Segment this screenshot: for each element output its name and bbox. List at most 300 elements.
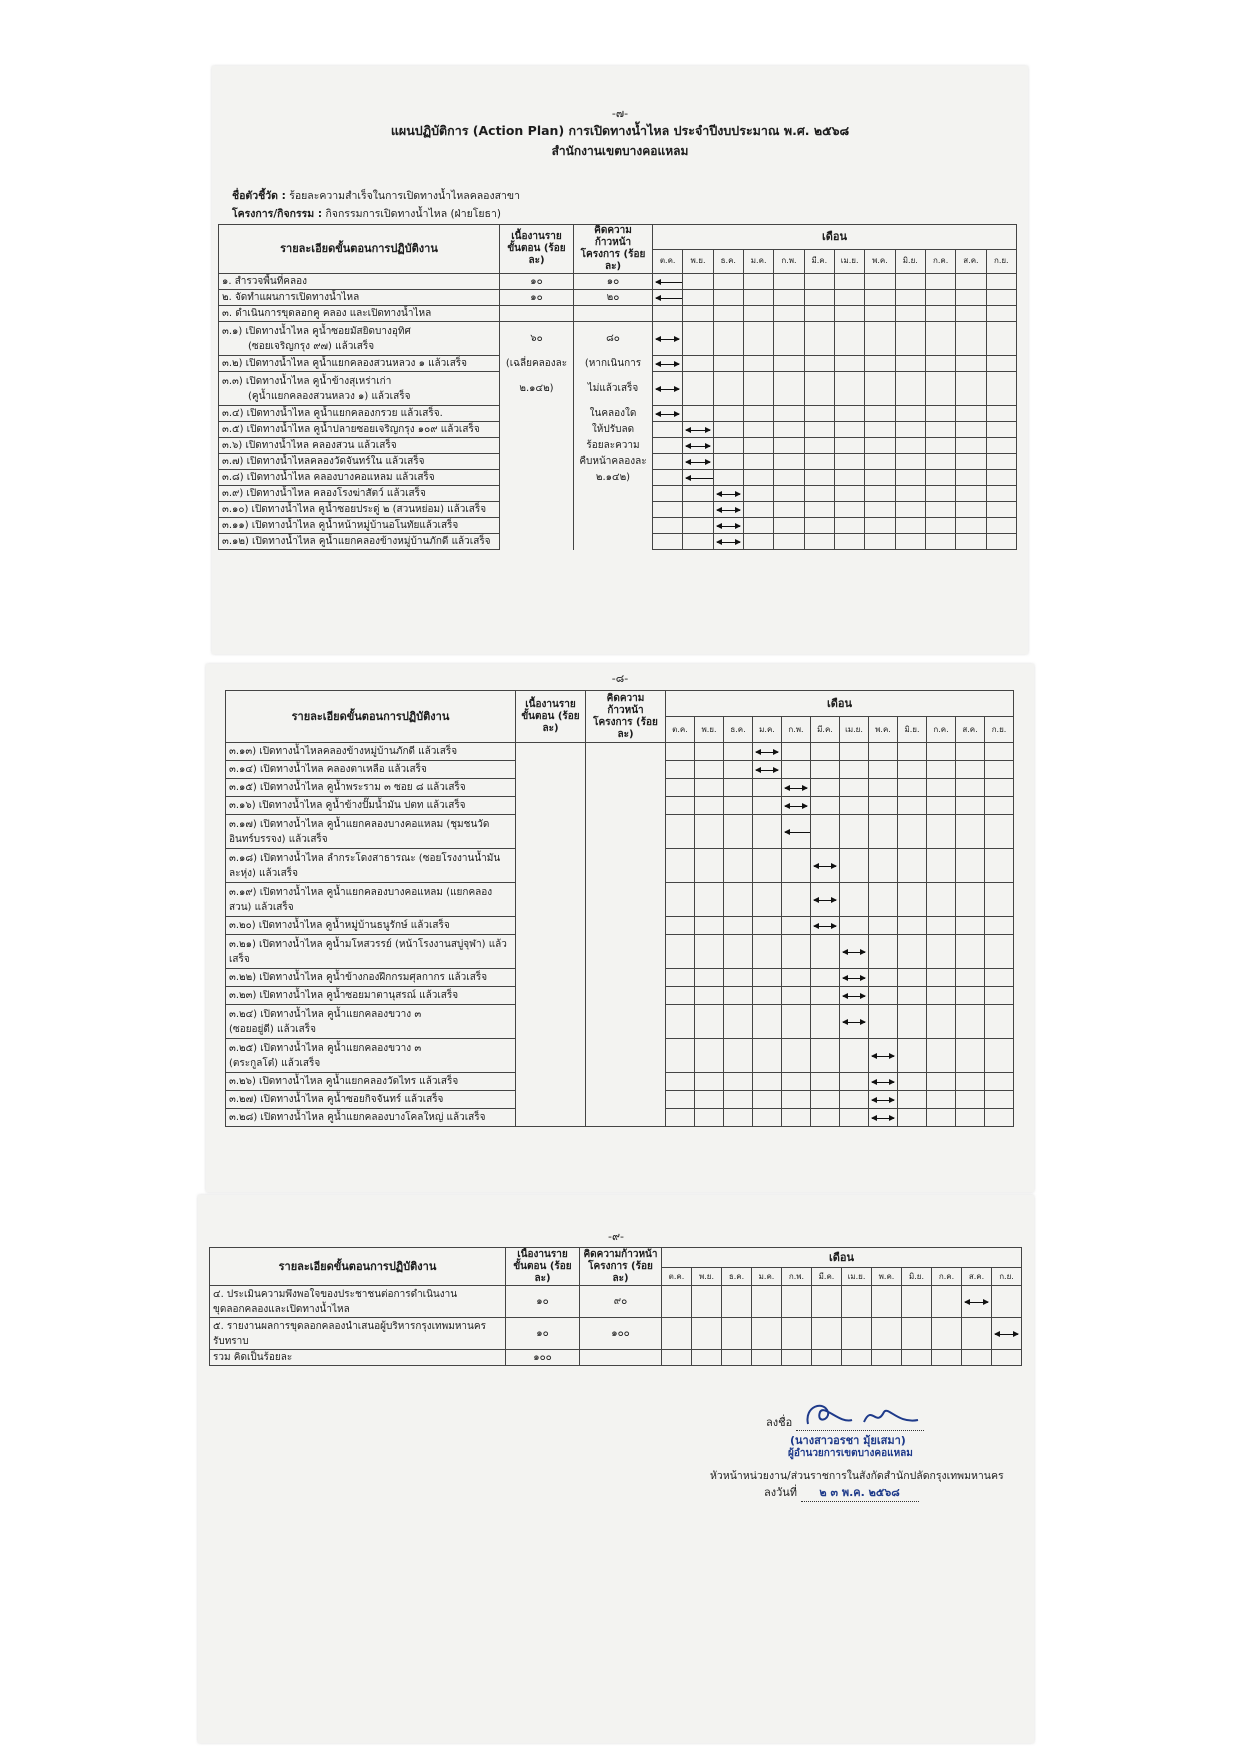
- month-header: พ.ค.: [865, 249, 895, 274]
- step-detail: [226, 935, 516, 969]
- month-cell: [683, 372, 713, 406]
- month-cell: [683, 518, 713, 534]
- header-target: เนื้องานราย ขั้นตอน (ร้อยละ): [516, 691, 586, 743]
- month-cell: [869, 987, 898, 1005]
- page-number: -๙-: [608, 1230, 624, 1243]
- month-cell: [662, 1318, 692, 1350]
- schedule-arrow: [656, 364, 679, 365]
- schedule-arrow: [656, 282, 683, 283]
- month-cell: [653, 406, 683, 422]
- month-cell: [752, 1350, 782, 1366]
- month-cell: [927, 917, 956, 935]
- step-target: [500, 502, 574, 518]
- month-cell: [992, 1286, 1022, 1318]
- month-cell: [834, 470, 864, 486]
- month-cell: [902, 1286, 932, 1318]
- step-detail-line: ๓.๕) เปิดทางน้ำไหล คูน้ำปลายซอยเจริญกรุง ๑๐๙ แล้วเสร็จ: [222, 424, 480, 435]
- month-cell: [724, 761, 753, 779]
- month-cell: [927, 849, 956, 883]
- month-cell: [782, 935, 811, 969]
- month-cell: [811, 1109, 840, 1127]
- schedule-arrow: [686, 446, 709, 447]
- month-cell: [804, 486, 834, 502]
- page-number: -๗-: [611, 107, 629, 120]
- month-cell: [811, 917, 840, 935]
- month-cell: [895, 422, 925, 438]
- month-cell: [898, 1109, 927, 1127]
- step-progress: ๙๐: [580, 1286, 662, 1318]
- step-target: [500, 518, 574, 534]
- month-cell: [895, 534, 925, 550]
- month-cell: [869, 917, 898, 935]
- month-cell: [869, 1109, 898, 1127]
- step-detail: [219, 290, 500, 306]
- table-row: [219, 306, 1017, 322]
- month-header: ต.ค.: [666, 717, 695, 743]
- month-cell: [724, 849, 753, 883]
- step-progress: ไม่แล้วเสร็จ: [574, 372, 653, 406]
- step-progress: ร้อยละความ: [574, 438, 653, 454]
- step-detail-line: ๓.๑๐) เปิดทางน้ำไหล คูน้ำซอยประดู่ ๒ (สวนหย่อม) แล้วเสร็จ: [222, 504, 487, 515]
- step-target: ๑๐: [506, 1286, 580, 1318]
- month-header: เม.ย.: [842, 1268, 872, 1286]
- month-cell: [898, 779, 927, 797]
- month-cell: [840, 1073, 869, 1091]
- month-cell: [753, 779, 782, 797]
- schedule-arrow: [814, 866, 836, 867]
- step-detail: [219, 502, 500, 518]
- month-cell: [865, 306, 895, 322]
- month-cell: [932, 1318, 962, 1350]
- month-cell: [774, 306, 804, 322]
- month-cell: [898, 815, 927, 849]
- schedule-arrow: [872, 1082, 894, 1083]
- month-cell: [692, 1286, 722, 1318]
- month-cell: [713, 306, 743, 322]
- step-detail: [226, 1005, 516, 1039]
- step-detail: [226, 987, 516, 1005]
- step-target: [500, 486, 574, 502]
- month-cell: [985, 883, 1014, 917]
- month-cell: [985, 987, 1014, 1005]
- month-cell: [695, 969, 724, 987]
- project-value: กิจกรรมการเปิดทางน้ำไหล (ฝ่ายโยธา): [325, 208, 501, 220]
- month-cell: [743, 502, 773, 518]
- month-cell: [992, 1350, 1022, 1366]
- month-cell: [872, 1286, 902, 1318]
- month-cell: [927, 797, 956, 815]
- step-detail: [210, 1286, 506, 1318]
- month-cell: [895, 290, 925, 306]
- month-cell: [927, 1073, 956, 1091]
- month-cell: [713, 534, 743, 550]
- table-row: [219, 438, 1017, 454]
- month-cell: [985, 761, 1014, 779]
- month-cell: [985, 743, 1014, 761]
- month-cell: [985, 969, 1014, 987]
- month-header: พ.ค.: [872, 1268, 902, 1286]
- month-cell: [956, 438, 986, 454]
- month-cell: [774, 356, 804, 372]
- month-cell: [743, 518, 773, 534]
- month-cell: [743, 422, 773, 438]
- month-cell: [743, 438, 773, 454]
- page-title: แผนปฏิบัติการ (Action Plan) การเปิดทางน้ำไหล ประจำปีงบประมาณ พ.ศ. ๒๕๖๘: [390, 123, 850, 138]
- indicator-label: ชื่อตัวชี้วัด :: [232, 190, 286, 202]
- header-target: เนื้องานราย ขั้นตอน (ร้อยละ): [500, 225, 574, 274]
- month-cell: [811, 987, 840, 1005]
- month-cell: [695, 987, 724, 1005]
- month-cell: [834, 356, 864, 372]
- month-cell: [985, 797, 1014, 815]
- month-cell: [662, 1350, 692, 1366]
- month-cell: [683, 290, 713, 306]
- month-header: มี.ค.: [811, 717, 840, 743]
- month-cell: [986, 438, 1016, 454]
- month-cell: [713, 454, 743, 470]
- month-cell: [927, 883, 956, 917]
- month-cell: [986, 274, 1016, 290]
- month-cell: [752, 1318, 782, 1350]
- month-cell: [753, 815, 782, 849]
- table-row: [226, 743, 1014, 761]
- month-cell: [840, 883, 869, 917]
- month-cell: [865, 406, 895, 422]
- step-detail-line: ๓.๑๓) เปิดทางน้ำไหลคลองข้างหมู่บ้านภักดี แล้วเสร็จ: [229, 746, 458, 757]
- month-cell: [985, 815, 1014, 849]
- month-cell: [956, 761, 985, 779]
- month-cell: [666, 797, 695, 815]
- month-cell: [956, 1109, 985, 1127]
- month-cell: [986, 372, 1016, 406]
- month-cell: [898, 969, 927, 987]
- month-cell: [743, 306, 773, 322]
- step-detail: [226, 1109, 516, 1127]
- month-cell: [925, 502, 955, 518]
- month-cell: [724, 1039, 753, 1073]
- month-cell: [695, 779, 724, 797]
- month-cell: [743, 322, 773, 356]
- month-cell: [753, 849, 782, 883]
- month-cell: [804, 372, 834, 406]
- schedule-arrow: [656, 298, 683, 299]
- month-cell: [753, 1073, 782, 1091]
- month-cell: [895, 470, 925, 486]
- indicator-line: [232, 187, 520, 204]
- header-progress: คิดความก้าวหน้า โครงการ (ร้อยละ): [586, 691, 666, 743]
- month-header: ส.ค.: [962, 1268, 992, 1286]
- month-cell: [653, 438, 683, 454]
- month-cell: [985, 1073, 1014, 1091]
- month-cell: [834, 422, 864, 438]
- month-cell: [956, 1005, 985, 1039]
- month-cell: [811, 849, 840, 883]
- month-cell: [653, 372, 683, 406]
- step-detail: [226, 743, 516, 761]
- month-cell: [804, 422, 834, 438]
- month-cell: [683, 422, 713, 438]
- table-row: [219, 356, 1017, 372]
- month-cell: [834, 372, 864, 406]
- month-cell: [865, 470, 895, 486]
- step-target: ๑๐: [500, 274, 574, 290]
- month-cell: [774, 502, 804, 518]
- month-cell: [753, 935, 782, 969]
- month-cell: [956, 454, 986, 470]
- month-cell: [683, 454, 713, 470]
- month-cell: [985, 1109, 1014, 1127]
- month-cell: [666, 743, 695, 761]
- month-cell: [956, 306, 986, 322]
- step-detail-line-2: อินทร์บรรจง) แล้วเสร็จ: [229, 833, 328, 845]
- month-cell: [713, 406, 743, 422]
- step-progress: ๑๐: [574, 274, 653, 290]
- project-line: [232, 205, 501, 222]
- month-cell: [956, 883, 985, 917]
- table-row: [219, 454, 1017, 470]
- month-cell: [811, 797, 840, 815]
- month-cell: [666, 1073, 695, 1091]
- step-detail-line: ๓.๑๕) เปิดทางน้ำไหล คูน้ำพระราม ๓ ซอย ๘ แล้วเสร็จ: [229, 782, 466, 793]
- month-cell: [986, 518, 1016, 534]
- month-cell: [774, 454, 804, 470]
- month-cell: [985, 935, 1014, 969]
- step-detail-line-2: (ซอยเจริญกรุง ๙๗) แล้วเสร็จ: [248, 340, 375, 352]
- step-detail: [219, 454, 500, 470]
- month-cell: [753, 883, 782, 917]
- month-cell: [722, 1318, 752, 1350]
- month-cell: [840, 797, 869, 815]
- schedule-arrow: [717, 510, 740, 511]
- step-progress: ๑๐๐: [580, 1318, 662, 1350]
- month-cell: [898, 917, 927, 935]
- month-cell: [782, 917, 811, 935]
- schedule-arrow: [843, 952, 865, 953]
- schedule-arrow: [656, 389, 679, 390]
- month-cell: [898, 1073, 927, 1091]
- header-progress: คิดความก้าวหน้า โครงการ (ร้อยละ): [574, 225, 653, 274]
- month-cell: [683, 306, 713, 322]
- month-cell: [927, 1039, 956, 1073]
- month-cell: [865, 438, 895, 454]
- month-cell: [925, 290, 955, 306]
- month-header: ก.พ.: [782, 717, 811, 743]
- step-target: ๑๐: [506, 1318, 580, 1350]
- table-row: [219, 502, 1017, 518]
- month-cell: [902, 1318, 932, 1350]
- signature-scribble: [802, 1398, 922, 1432]
- table-row: [219, 486, 1017, 502]
- month-cell: [774, 470, 804, 486]
- step-detail: [219, 470, 500, 486]
- month-cell: [804, 322, 834, 356]
- month-cell: [956, 849, 985, 883]
- schedule-arrow: [872, 1100, 894, 1101]
- month-cell: [986, 290, 1016, 306]
- step-detail: [226, 883, 516, 917]
- step-detail: [210, 1318, 506, 1350]
- step-detail: [226, 815, 516, 849]
- month-cell: [956, 422, 986, 438]
- month-cell: [666, 1005, 695, 1039]
- step-progress: [574, 518, 653, 534]
- month-header: ก.ย.: [992, 1268, 1022, 1286]
- table-row: [219, 534, 1017, 550]
- month-cell: [898, 761, 927, 779]
- month-cell: [927, 1005, 956, 1039]
- month-cell: [925, 454, 955, 470]
- step-detail: [219, 534, 500, 550]
- step-target: [500, 406, 574, 422]
- month-cell: [695, 815, 724, 849]
- month-cell: [834, 290, 864, 306]
- month-cell: [722, 1286, 752, 1318]
- step-detail: [210, 1350, 506, 1366]
- month-cell: [869, 1039, 898, 1073]
- month-cell: [653, 534, 683, 550]
- month-cell: [956, 917, 985, 935]
- month-cell: [956, 1039, 985, 1073]
- month-cell: [782, 743, 811, 761]
- month-cell: [695, 935, 724, 969]
- month-cell: [653, 502, 683, 518]
- page-number: -๘-: [611, 672, 629, 685]
- month-cell: [865, 422, 895, 438]
- month-cell: [695, 1091, 724, 1109]
- month-cell: [925, 486, 955, 502]
- month-cell: [713, 518, 743, 534]
- month-cell: [840, 779, 869, 797]
- month-cell: [774, 518, 804, 534]
- month-cell: [724, 1109, 753, 1127]
- schedule-arrow: [843, 996, 865, 997]
- month-header: ก.ย.: [985, 717, 1014, 743]
- month-cell: [782, 849, 811, 883]
- month-header: ก.ค.: [925, 249, 955, 274]
- month-cell: [895, 406, 925, 422]
- month-cell: [666, 849, 695, 883]
- signer-position: ผู้อำนวยการเขตบางคอแหลม: [788, 1448, 913, 1459]
- month-cell: [865, 518, 895, 534]
- month-cell: [683, 322, 713, 356]
- action-plan-table-1: [218, 224, 1017, 550]
- schedule-arrow: [686, 462, 709, 463]
- month-cell: [869, 797, 898, 815]
- month-cell: [985, 1091, 1014, 1109]
- month-cell: [956, 1091, 985, 1109]
- month-cell: [695, 849, 724, 883]
- month-cell: [985, 779, 1014, 797]
- month-cell: [753, 917, 782, 935]
- step-detail-line: ๓.๒) เปิดทางน้ำไหล คูน้ำแยกคลองสวนหลวง ๑ แล้วเสร็จ: [222, 358, 468, 369]
- month-cell: [986, 534, 1016, 550]
- month-cell: [986, 470, 1016, 486]
- month-cell: [782, 1005, 811, 1039]
- step-detail-line: ๓.๘) เปิดทางน้ำไหล คลองบางคอแหลม แล้วเสร็จ: [222, 472, 435, 483]
- month-cell: [956, 290, 986, 306]
- month-cell: [927, 779, 956, 797]
- month-cell: [869, 815, 898, 849]
- month-cell: [956, 486, 986, 502]
- schedule-arrow: [686, 430, 709, 431]
- step-detail-line: ๓.๖) เปิดทางน้ำไหล คลองสวน แล้วเสร็จ: [222, 440, 397, 451]
- step-detail-line: ๓.๗) เปิดทางน้ำไหลคลองวัดจันทร์ใน แล้วเสร็จ: [222, 456, 425, 467]
- month-cell: [986, 406, 1016, 422]
- month-cell: [927, 815, 956, 849]
- month-cell: [753, 797, 782, 815]
- step-progress: [580, 1350, 662, 1366]
- month-cell: [840, 935, 869, 969]
- indicator-value: ร้อยละความสำเร็จในการเปิดทางน้ำไหลคลองสาขา: [289, 190, 520, 202]
- month-cell: [986, 502, 1016, 518]
- month-cell: [956, 969, 985, 987]
- step-detail-line: ๓.๑๑) เปิดทางน้ำไหล คูน้ำหน้าหมู่บ้านอโนทัยแล้วเสร็จ: [222, 520, 459, 531]
- step-target: [500, 422, 574, 438]
- month-cell: [932, 1286, 962, 1318]
- month-cell: [782, 1039, 811, 1073]
- month-header: เม.ย.: [834, 249, 864, 274]
- step-detail-line: ๔. ประเมินความพึงพอใจของประชาชนต่อการดำเนินงาน: [213, 1288, 458, 1300]
- step-progress: [574, 502, 653, 518]
- month-cell: [840, 917, 869, 935]
- step-detail: [226, 779, 516, 797]
- month-cell: [834, 306, 864, 322]
- month-cell: [956, 534, 986, 550]
- month-cell: [695, 797, 724, 815]
- month-cell: [713, 356, 743, 372]
- month-cell: [956, 518, 986, 534]
- step-target: [500, 470, 574, 486]
- step-detail: [219, 486, 500, 502]
- month-cell: [695, 1073, 724, 1091]
- step-detail-line: ๓.๑๒) เปิดทางน้ำไหล คูน้ำแยกคลองข้างหมู่บ้านภักดี แล้วเสร็จ: [222, 536, 491, 547]
- month-cell: [774, 422, 804, 438]
- step-detail-line: ๓.๓) เปิดทางน้ำไหล คูน้ำข้างสุเหร่าเก่า: [222, 375, 392, 387]
- step-detail: [226, 849, 516, 883]
- step-detail-line: ๓.๑๘) เปิดทางน้ำไหล ลำกระโดงสาธารณะ (ซอยโรงงานน้ำมัน: [229, 852, 501, 864]
- month-cell: [683, 406, 713, 422]
- month-cell: [840, 815, 869, 849]
- month-cell: [925, 518, 955, 534]
- month-cell: [713, 290, 743, 306]
- month-cell: [782, 969, 811, 987]
- step-detail-line-2: (ตระกูลโต๋) แล้วเสร็จ: [229, 1057, 321, 1069]
- month-cell: [927, 987, 956, 1005]
- month-header: ม.ค.: [743, 249, 773, 274]
- step-detail: [226, 1091, 516, 1109]
- month-header: ส.ค.: [956, 249, 986, 274]
- month-cell: [666, 815, 695, 849]
- month-header: ม.ค.: [753, 717, 782, 743]
- table-row: [219, 290, 1017, 306]
- step-detail: [226, 1039, 516, 1073]
- schedule-arrow: [872, 1118, 894, 1119]
- month-cell: [985, 1005, 1014, 1039]
- month-cell: [895, 486, 925, 502]
- month-cell: [695, 1005, 724, 1039]
- schedule-arrow: [717, 494, 740, 495]
- head-line: หัวหน้าหน่วยงาน/ส่วนราชการในสังกัดสำนักปลัดกรุงเทพมหานคร: [710, 1470, 1004, 1482]
- month-cell: [956, 372, 986, 406]
- month-cell: [753, 761, 782, 779]
- month-cell: [895, 502, 925, 518]
- month-cell: [895, 518, 925, 534]
- month-cell: [804, 306, 834, 322]
- schedule-arrow: [785, 806, 807, 807]
- step-detail: [219, 356, 500, 372]
- header-detail: รายละเอียดขั้นตอนการปฏิบัติงาน: [226, 691, 516, 743]
- month-cell: [869, 779, 898, 797]
